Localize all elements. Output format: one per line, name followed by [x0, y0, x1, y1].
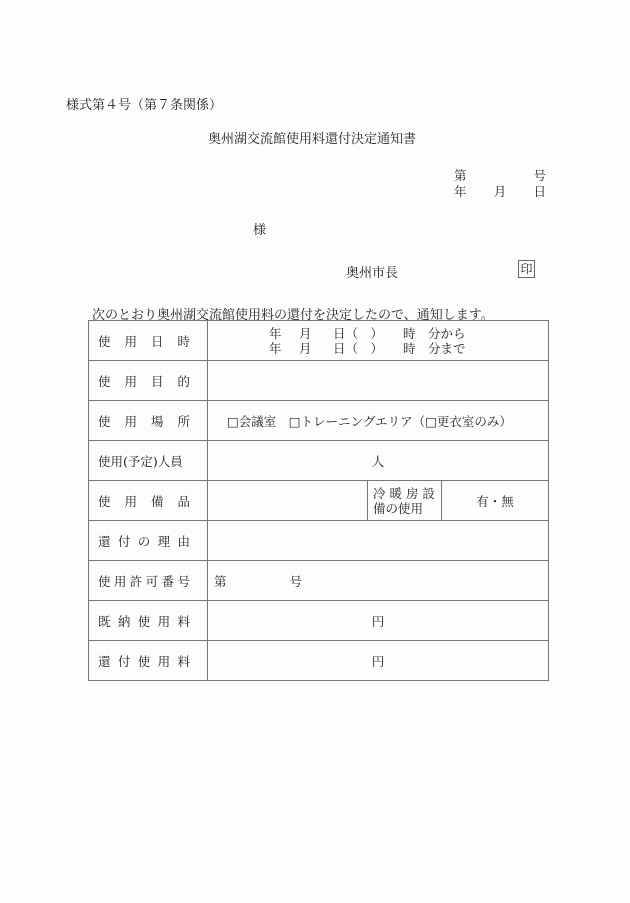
- doc-date-day: 日: [533, 184, 546, 199]
- seal-icon: 印: [518, 260, 535, 278]
- table-row-attendees: [89, 441, 549, 481]
- permit-number-prefix: 第: [214, 573, 227, 589]
- label-air-conditioning: 冷 暖 房 設 備の使用: [368, 481, 442, 521]
- label-usage-purpose: 使 用 目 的: [89, 361, 208, 401]
- table-row-usage-purpose: [89, 361, 549, 401]
- permit-number-field[interactable]: [208, 561, 549, 601]
- intro-text: 次のとおり奥州湖交流館使用料の還付を決定したので、通知します。: [92, 308, 494, 323]
- issuer-name: 奥州市長: [346, 266, 399, 281]
- air-conditioning-yes-no[interactable]: 有・無: [442, 481, 549, 521]
- doc-date-month: 月: [493, 184, 507, 199]
- document-date: [454, 182, 546, 200]
- doc-date-year: 年: [454, 184, 467, 199]
- usage-datetime-field[interactable]: [208, 321, 549, 361]
- addressee-suffix: 様: [253, 223, 267, 238]
- refund-form-table: [88, 320, 549, 681]
- label-usage-place: 使 用 場 所: [89, 401, 208, 441]
- form-number: 様式第４号（第７条関係）: [66, 98, 223, 113]
- label-usage-datetime: 使 用 日 時: [89, 321, 208, 361]
- table-row-refund-fee: [89, 641, 549, 681]
- datetime-to: 年 月 日（ ） 時 分まで: [269, 340, 466, 356]
- permit-number-suffix: 号: [289, 573, 302, 589]
- document-title: 奥州湖交流館使用料還付決定通知書: [208, 132, 417, 147]
- table-row-permit-number: [89, 561, 549, 601]
- table-row-equipment: [89, 481, 549, 521]
- label-attendees: 使用(予定)人員: [89, 441, 208, 481]
- refund-fee-field[interactable]: 円: [208, 641, 549, 681]
- doc-number-prefix: 第: [454, 168, 467, 183]
- attendees-field[interactable]: 人: [208, 441, 549, 481]
- table-row-paid-fee: [89, 601, 549, 641]
- label-equipment: 使 用 備 品: [89, 481, 208, 521]
- label-refund-fee: 還 付 使 用 料: [89, 641, 208, 681]
- doc-number-suffix: 号: [533, 168, 546, 183]
- label-permit-number: 使 用 許 可 番 号: [89, 561, 208, 601]
- refund-reason-field[interactable]: [208, 521, 549, 561]
- equipment-field[interactable]: [208, 481, 368, 521]
- table-row-refund-reason: [89, 521, 549, 561]
- table-row-usage-place: [89, 401, 549, 441]
- table-row-usage-datetime: [89, 321, 549, 361]
- label-refund-reason: 還 付 の 理 由: [89, 521, 208, 561]
- paid-fee-field[interactable]: 円: [208, 601, 549, 641]
- label-paid-fee: 既 納 使 用 料: [89, 601, 208, 641]
- datetime-from: 年 月 日（ ） 時 分から: [269, 325, 466, 341]
- usage-place-options[interactable]: □会議室 □トレーニングエリア（□更衣室のみ）: [208, 401, 549, 441]
- usage-purpose-field[interactable]: [208, 361, 549, 401]
